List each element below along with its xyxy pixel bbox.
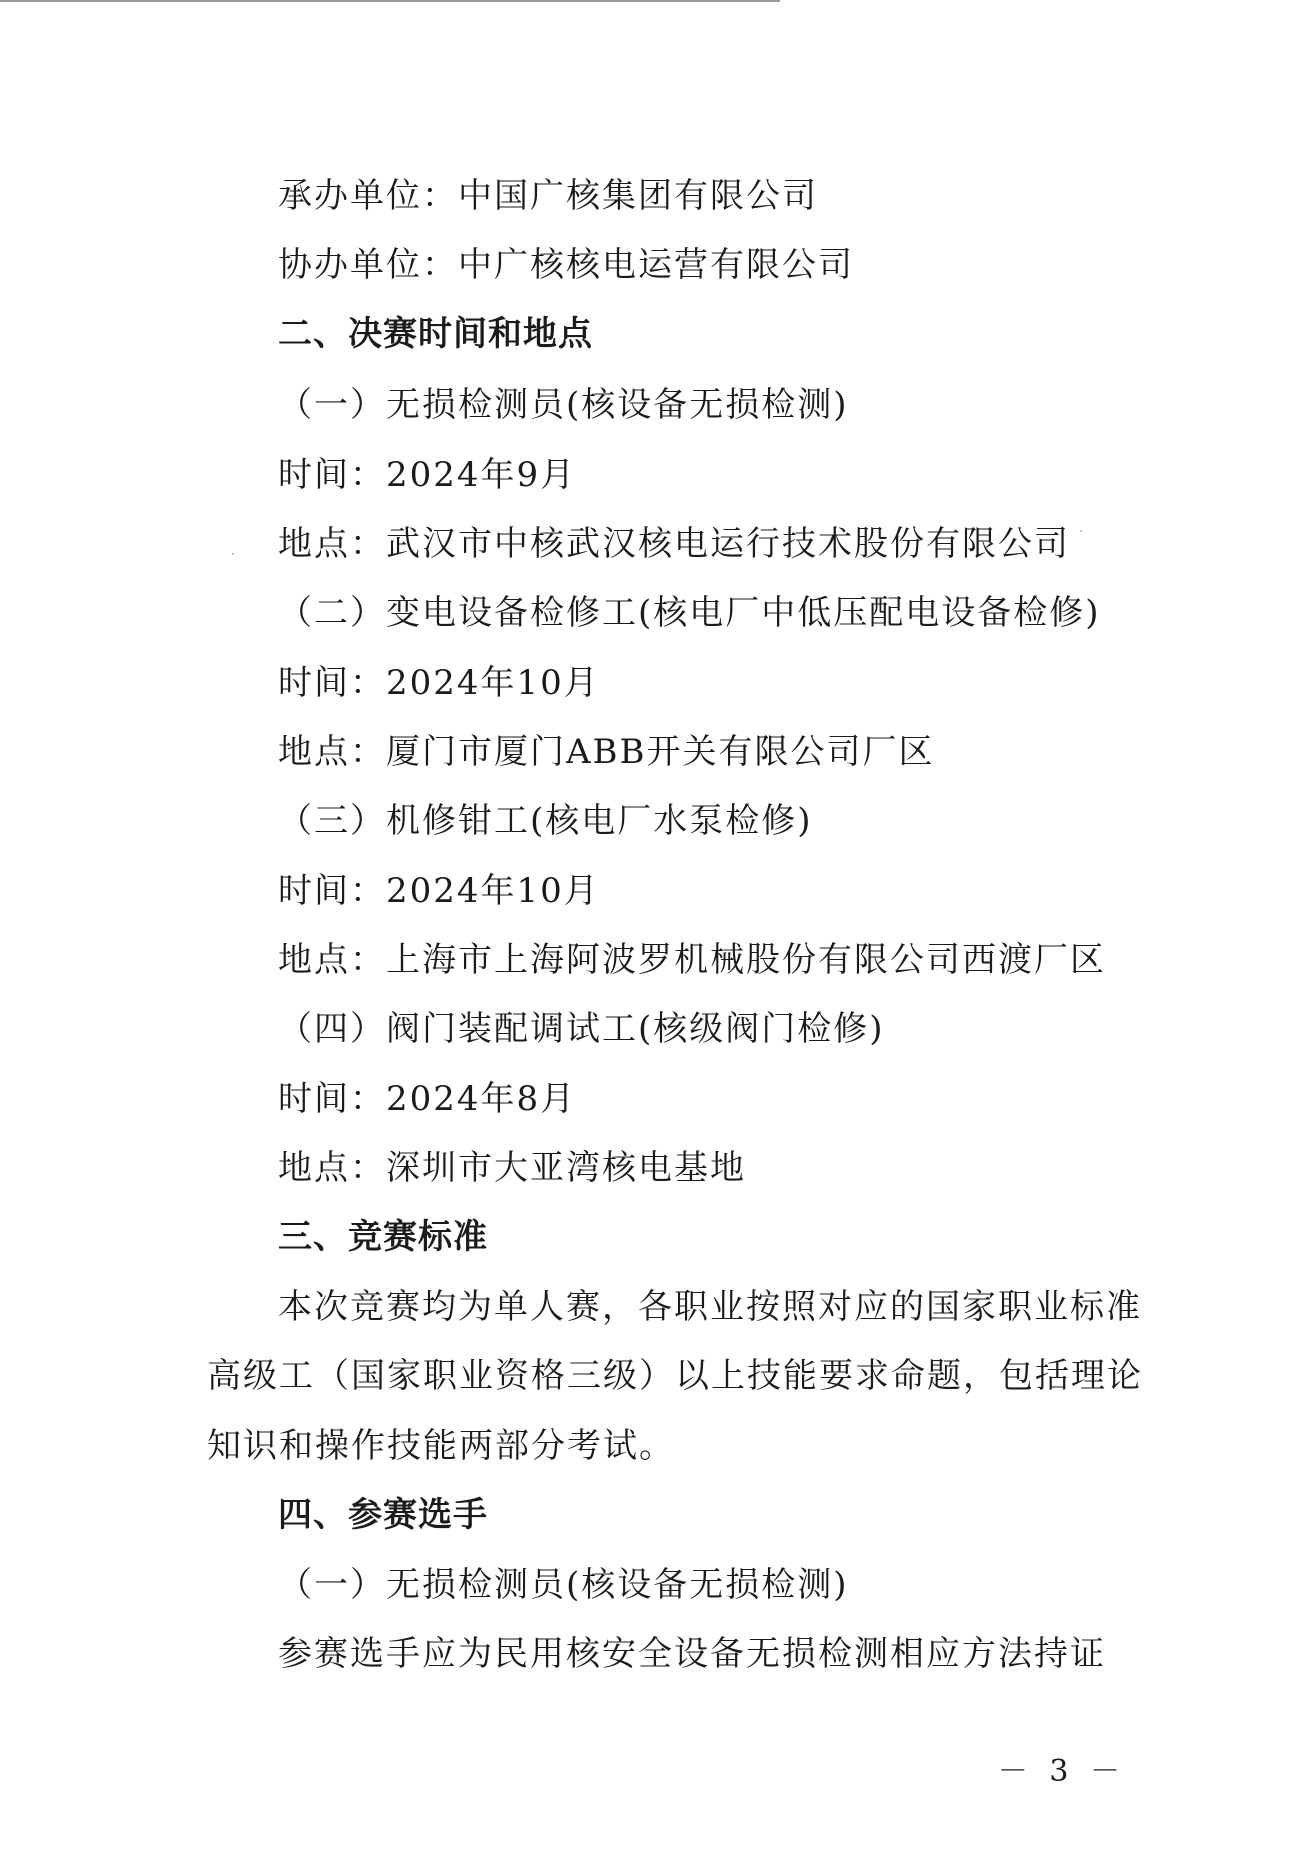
item-4-place: 地点：深圳市大亚湾核电基地 [278,1148,746,1188]
item-2-place: 地点：厦门市厦门ABB开关有限公司厂区 [278,732,935,772]
item-3-time: 时间：2024年10月 [278,871,600,911]
standard-paragraph-line-3: 知识和操作技能两部分考试。 [207,1426,675,1466]
item-2-time: 时间：2024年10月 [278,663,600,703]
item-2-title: （二）变电设备检修工(核电厂中低压配电设备检修) [278,593,1101,633]
scan-speck [232,553,234,555]
item-1-title: （一）无损检测员(核设备无损检测) [278,385,849,425]
section-2-heading: 二、决赛时间和地点 [278,314,593,354]
section-4-item-1-title: （一）无损检测员(核设备无损检测) [278,1565,849,1605]
scan-speck [1080,530,1082,532]
scan-top-edge-line [0,0,780,2]
host-organizer-value: 中国广核集团有限公司 [458,176,818,216]
section-4-item-1-text: 参赛选手应为民用核安全设备无损检测相应方法持证 [278,1634,1106,1674]
item-3-title: （三）机修钳工(核电厂水泵检修) [278,801,813,841]
co-organizer-value: 中广核核电运营有限公司 [458,245,854,285]
item-4-title: （四）阀门装配调试工(核级阀门检修) [278,1009,885,1049]
host-organizer-line [278,176,818,216]
co-organizer-line [278,245,854,285]
section-3-heading: 三、竞赛标准 [278,1217,488,1257]
host-organizer-label: 承办单位： [278,176,458,216]
section-4-heading: 四、参赛选手 [278,1495,488,1535]
item-3-place: 地点：上海市上海阿波罗机械股份有限公司西渡厂区 [278,940,1106,980]
item-4-time: 时间：2024年8月 [278,1079,577,1119]
standard-paragraph-line-2: 高级工（国家职业资格三级）以上技能要求命题，包括理论 [207,1356,1143,1396]
standard-paragraph-line-1: 本次竞赛均为单人赛，各职业按照对应的国家职业标准 [278,1287,1142,1327]
page-number: － 3 － [997,1754,1126,1789]
item-1-time: 时间：2024年9月 [278,455,577,495]
co-organizer-label: 协办单位： [278,245,458,285]
item-1-place: 地点：武汉市中核武汉核电运行技术股份有限公司 [278,524,1070,564]
